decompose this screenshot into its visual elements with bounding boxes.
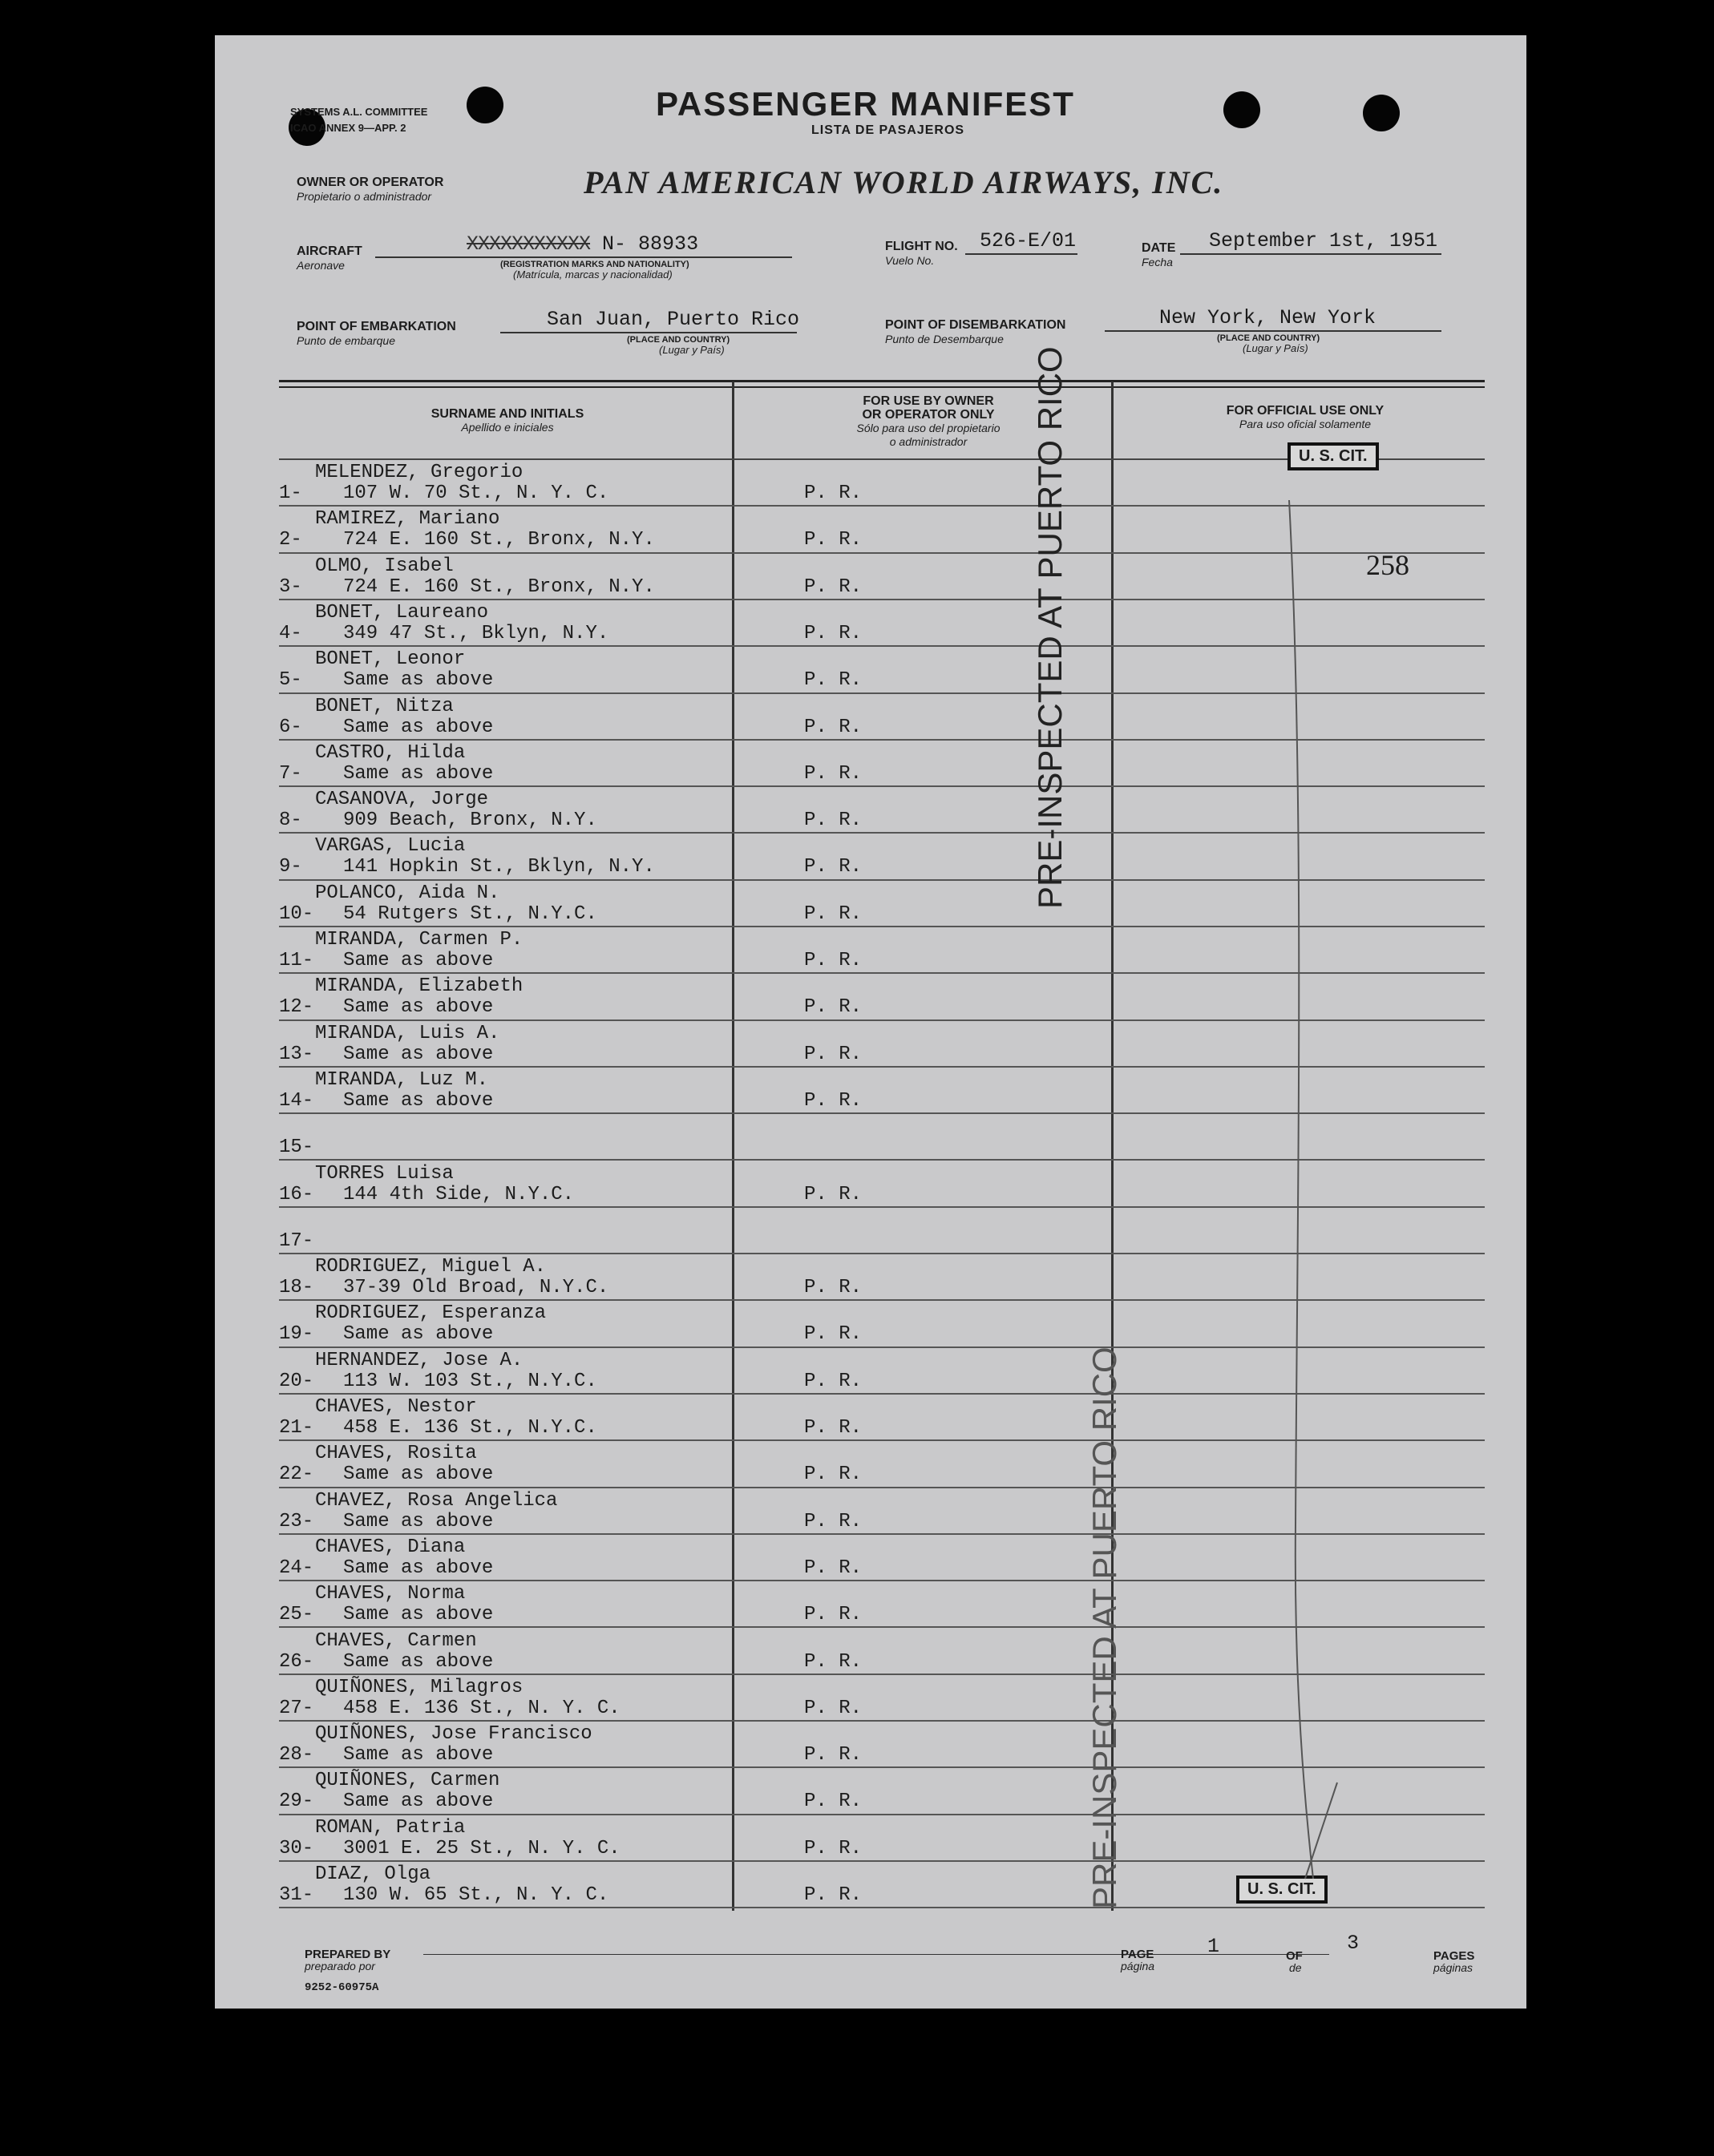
preinspected-stamp-bottom: PRE-INSPECTED AT PUERTO RICO <box>1085 1346 1123 1909</box>
row-number: 4- <box>279 623 302 644</box>
aircraft-label: AIRCRAFT <box>297 244 362 258</box>
table-top-rule-2 <box>279 386 1485 388</box>
passenger-address: 107 W. 70 St., N. Y. C. <box>343 482 609 504</box>
origin-code: P. R. <box>804 1323 863 1345</box>
origin-code: P. R. <box>804 1277 863 1298</box>
passenger-name: RODRIGUEZ, Esperanza <box>315 1302 547 1324</box>
passenger-name: DIAZ, Olga <box>315 1863 431 1885</box>
passenger-address: Same as above <box>343 1090 494 1112</box>
row-number: 15- <box>279 1137 314 1158</box>
row-number: 29- <box>279 1791 314 1812</box>
prepared-by-underline <box>423 1954 1329 1955</box>
passenger-address: Same as above <box>343 1511 494 1532</box>
origin-code: P. R. <box>804 950 863 971</box>
row-number: 10- <box>279 903 314 925</box>
passenger-name: BONET, Leonor <box>315 648 466 670</box>
row-number: 16- <box>279 1184 314 1205</box>
row-number: 7- <box>279 763 302 785</box>
embark-place-note: (PLACE AND COUNTRY) <box>627 335 730 345</box>
page-title: PASSENGER MANIFEST <box>656 85 1075 123</box>
passenger-name: QUIÑONES, Carmen <box>315 1770 500 1791</box>
passenger-name: BONET, Nitza <box>315 696 454 717</box>
operator-name: PAN AMERICAN WORLD AIRWAYS, INC. <box>584 164 1224 200</box>
passenger-name: RAMIREZ, Mariano <box>315 508 500 530</box>
flight-underline <box>965 253 1077 255</box>
origin-code: P. R. <box>804 1511 863 1532</box>
passenger-name: QUIÑONES, Milagros <box>315 1677 523 1698</box>
official-check-line <box>1281 484 1377 1887</box>
passenger-address: 54 Rutgers St., N.Y.C. <box>343 903 597 925</box>
manifest-sheet <box>215 35 1526 2009</box>
prepared-by-label-es: preparado por <box>305 1960 375 1972</box>
origin-code: P. R. <box>804 529 863 551</box>
column-header-owner-use-es2: o administrador <box>889 435 968 448</box>
passenger-name: CHAVES, Nestor <box>315 1396 477 1418</box>
official-number: 258 <box>1366 549 1409 581</box>
passenger-address: Same as above <box>343 763 494 785</box>
origin-code: P. R. <box>804 996 863 1018</box>
embarkation-value: San Juan, Puerto Rico <box>547 308 800 331</box>
passenger-name: CASANOVA, Jorge <box>315 789 489 810</box>
date-label: DATE <box>1142 241 1176 255</box>
us-citizen-stamp-top: U. S. CIT. <box>1288 442 1379 470</box>
passenger-name: MIRANDA, Carmen P. <box>315 929 523 951</box>
origin-code: P. R. <box>804 623 863 644</box>
owner-label-es: Propietario o administrador <box>297 190 432 203</box>
row-number: 22- <box>279 1464 314 1485</box>
passenger-address: 3001 E. 25 St., N. Y. C. <box>343 1838 621 1859</box>
row-number: 1- <box>279 482 302 504</box>
passenger-name: VARGAS, Lucia <box>315 835 466 857</box>
flight-label: FLIGHT NO. <box>885 240 958 253</box>
column-header-owner-use-es1: Sólo para uso del propietario <box>856 422 1001 434</box>
origin-code: P. R. <box>804 1371 863 1392</box>
origin-code: P. R. <box>804 1744 863 1766</box>
passenger-address: Same as above <box>343 669 494 691</box>
disembarkation-label-es: Punto de Desembarque <box>885 333 1004 345</box>
embarkation-underline <box>500 332 797 333</box>
passenger-address: Same as above <box>343 717 494 738</box>
pages-label-es: páginas <box>1433 1961 1473 1974</box>
row-number: 9- <box>279 856 302 878</box>
disembark-place-note: (PLACE AND COUNTRY) <box>1217 333 1320 343</box>
of-label-es: de <box>1289 1961 1302 1974</box>
origin-code: P. R. <box>804 1838 863 1859</box>
row-number: 17- <box>279 1230 314 1252</box>
column-header-surname <box>359 407 656 434</box>
row-number: 20- <box>279 1371 314 1392</box>
aircraft-value: XXXXXXXXXXX N- 88933 <box>467 232 699 256</box>
passenger-address: Same as above <box>343 1744 494 1766</box>
owner-label: OWNER OR OPERATOR <box>297 176 444 189</box>
passenger-name: MIRANDA, Elizabeth <box>315 975 523 997</box>
column-header-owner-use-line2: OR OPERATOR ONLY <box>862 408 995 422</box>
passenger-address: Same as above <box>343 1557 494 1579</box>
row-number: 5- <box>279 669 302 691</box>
origin-code: P. R. <box>804 856 863 878</box>
row-number: 28- <box>279 1744 314 1766</box>
origin-code: P. R. <box>804 576 863 598</box>
embark-place-note-es: (Lugar y País) <box>659 344 725 356</box>
corner-committee: SYSTEMS A.L. COMMITTEE <box>290 106 428 118</box>
embarkation-label: POINT OF EMBARKATION <box>297 320 456 333</box>
passenger-name: MELENDEZ, Gregorio <box>315 462 523 483</box>
disembarkation-underline <box>1105 330 1441 332</box>
passenger-address: 458 E. 136 St., N. Y. C. <box>343 1698 621 1719</box>
passenger-name: CHAVES, Norma <box>315 1583 466 1605</box>
row-number: 18- <box>279 1277 314 1298</box>
passenger-name: CHAVES, Diana <box>315 1536 466 1558</box>
pages-label: PAGES <box>1433 1949 1475 1963</box>
origin-code: P. R. <box>804 1184 863 1205</box>
passenger-address: Same as above <box>343 1791 494 1812</box>
origin-code: P. R. <box>804 810 863 831</box>
punch-hole-right-2 <box>1363 95 1400 131</box>
passenger-name: POLANCO, Aida N. <box>315 882 500 904</box>
aircraft-underline <box>375 256 792 258</box>
row-number: 3- <box>279 576 302 598</box>
passenger-address: 37-39 Old Broad, N.Y.C. <box>343 1277 609 1298</box>
passenger-address: 144 4th Side, N.Y.C. <box>343 1184 575 1205</box>
passenger-name: QUIÑONES, Jose Francisco <box>315 1723 592 1745</box>
passenger-name: HERNANDEZ, Jose A. <box>315 1350 523 1371</box>
embarkation-label-es: Punto de embarque <box>297 334 395 347</box>
us-citizen-stamp-bottom: U. S. CIT. <box>1236 1875 1328 1904</box>
row-number: 6- <box>279 717 302 738</box>
date-underline <box>1180 253 1441 255</box>
row-number: 14- <box>279 1090 314 1112</box>
passenger-address: Same as above <box>343 1323 494 1345</box>
passenger-address: Same as above <box>343 1651 494 1673</box>
row-number: 31- <box>279 1884 314 1906</box>
column-divider-1 <box>732 382 734 1911</box>
origin-code: P. R. <box>804 903 863 925</box>
origin-code: P. R. <box>804 1791 863 1812</box>
origin-code: P. R. <box>804 1884 863 1906</box>
table-top-rule <box>279 380 1485 382</box>
column-header-owner-use <box>800 394 1057 449</box>
disembarkation-label: POINT OF DISEMBARKATION <box>885 318 1066 332</box>
column-header-official-use-label: FOR OFFICIAL USE ONLY <box>1226 404 1385 418</box>
passenger-name: RODRIGUEZ, Miguel A. <box>315 1256 547 1278</box>
row-number: 23- <box>279 1511 314 1532</box>
origin-code: P. R. <box>804 1044 863 1065</box>
row-number: 13- <box>279 1044 314 1065</box>
passenger-name: MIRANDA, Luz M. <box>315 1069 489 1091</box>
registration-note-es: (Matrícula, marcas y nacionalidad) <box>513 268 673 281</box>
passenger-name: MIRANDA, Luis A. <box>315 1023 500 1044</box>
passenger-name: CHAVES, Rosita <box>315 1443 477 1464</box>
passenger-address: Same as above <box>343 1044 494 1065</box>
passenger-name: CHAVES, Carmen <box>315 1630 477 1652</box>
form-number: 9252-60975A <box>305 1981 379 1994</box>
passenger-name: CASTRO, Hilda <box>315 742 466 764</box>
passenger-address: 724 E. 160 St., Bronx, N.Y. <box>343 576 655 598</box>
total-pages: 3 <box>1347 1932 1360 1955</box>
prepared-by-label: PREPARED BY <box>305 1948 391 1961</box>
aircraft-registration: N- 88933 <box>602 232 699 256</box>
row-number: 8- <box>279 810 302 831</box>
passenger-name: BONET, Laureano <box>315 602 489 624</box>
punch-hole-left-2 <box>467 87 503 123</box>
passenger-address: 130 W. 65 St., N. Y. C. <box>343 1884 609 1906</box>
passenger-name: TORRES Luisa <box>315 1163 454 1185</box>
disembarkation-value: New York, New York <box>1159 306 1376 329</box>
column-header-official-use <box>1177 404 1433 431</box>
origin-code: P. R. <box>804 1604 863 1625</box>
origin-code: P. R. <box>804 1651 863 1673</box>
page-label: PAGE <box>1121 1948 1154 1961</box>
registration-note: (REGISTRATION MARKS AND NATIONALITY) <box>500 260 689 269</box>
row-divider <box>279 1907 1485 1908</box>
row-number: 12- <box>279 996 314 1018</box>
row-number: 27- <box>279 1698 314 1719</box>
column-header-surname-label: SURNAME AND INITIALS <box>431 407 584 421</box>
passenger-address: 458 E. 136 St., N.Y.C. <box>343 1417 597 1439</box>
disembark-place-note-es: (Lugar y País) <box>1243 342 1308 354</box>
passenger-address: 909 Beach, Bronx, N.Y. <box>343 810 597 831</box>
passenger-address: 724 E. 160 St., Bronx, N.Y. <box>343 529 655 551</box>
passenger-address: 141 Hopkin St., Bklyn, N.Y. <box>343 856 655 878</box>
origin-code: P. R. <box>804 763 863 785</box>
corner-icao: ICAO ANNEX 9—APP. 2 <box>290 122 406 134</box>
passenger-address: 113 W. 103 St., N.Y.C. <box>343 1371 597 1392</box>
origin-code: P. R. <box>804 717 863 738</box>
origin-code: P. R. <box>804 669 863 691</box>
date-label-es: Fecha <box>1142 256 1173 268</box>
row-number: 11- <box>279 950 314 971</box>
origin-code: P. R. <box>804 1090 863 1112</box>
row-number: 25- <box>279 1604 314 1625</box>
row-number: 26- <box>279 1651 314 1673</box>
row-number: 24- <box>279 1557 314 1579</box>
row-number: 19- <box>279 1323 314 1345</box>
flight-label-es: Vuelo No. <box>885 254 935 267</box>
punch-hole-right-1 <box>1223 91 1260 128</box>
row-number: 30- <box>279 1838 314 1859</box>
column-header-owner-use-line1: FOR USE BY OWNER <box>863 394 994 408</box>
origin-code: P. R. <box>804 1557 863 1579</box>
origin-code: P. R. <box>804 1417 863 1439</box>
passenger-address: Same as above <box>343 950 494 971</box>
passenger-name: CHAVEZ, Rosa Angelica <box>315 1490 558 1512</box>
origin-code: P. R. <box>804 1698 863 1719</box>
page-number: 1 <box>1207 1935 1220 1958</box>
passenger-address: Same as above <box>343 996 494 1018</box>
date-value: September 1st, 1951 <box>1209 229 1438 252</box>
column-header-official-use-label-es: Para uso oficial solamente <box>1239 418 1372 430</box>
page-subtitle: LISTA DE PASAJEROS <box>811 123 965 137</box>
preinspected-stamp-top: PRE-INSPECTED AT PUERTO RICO <box>1031 346 1069 909</box>
row-number: 21- <box>279 1417 314 1439</box>
origin-code: P. R. <box>804 1464 863 1485</box>
column-header-surname-label-es: Apellido e iniciales <box>461 421 554 434</box>
passenger-address: Same as above <box>343 1604 494 1625</box>
row-number: 2- <box>279 529 302 551</box>
passenger-name: ROMAN, Patria <box>315 1817 466 1839</box>
origin-code: P. R. <box>804 482 863 504</box>
of-label: OF <box>1286 1949 1303 1963</box>
aircraft-label-es: Aeronave <box>297 259 345 272</box>
flight-value: 526-E/01 <box>980 229 1077 252</box>
passenger-name: OLMO, Isabel <box>315 555 454 577</box>
page-label-es: página <box>1121 1960 1155 1972</box>
passenger-address: Same as above <box>343 1464 494 1485</box>
passenger-address: 349 47 St., Bklyn, N.Y. <box>343 623 609 644</box>
